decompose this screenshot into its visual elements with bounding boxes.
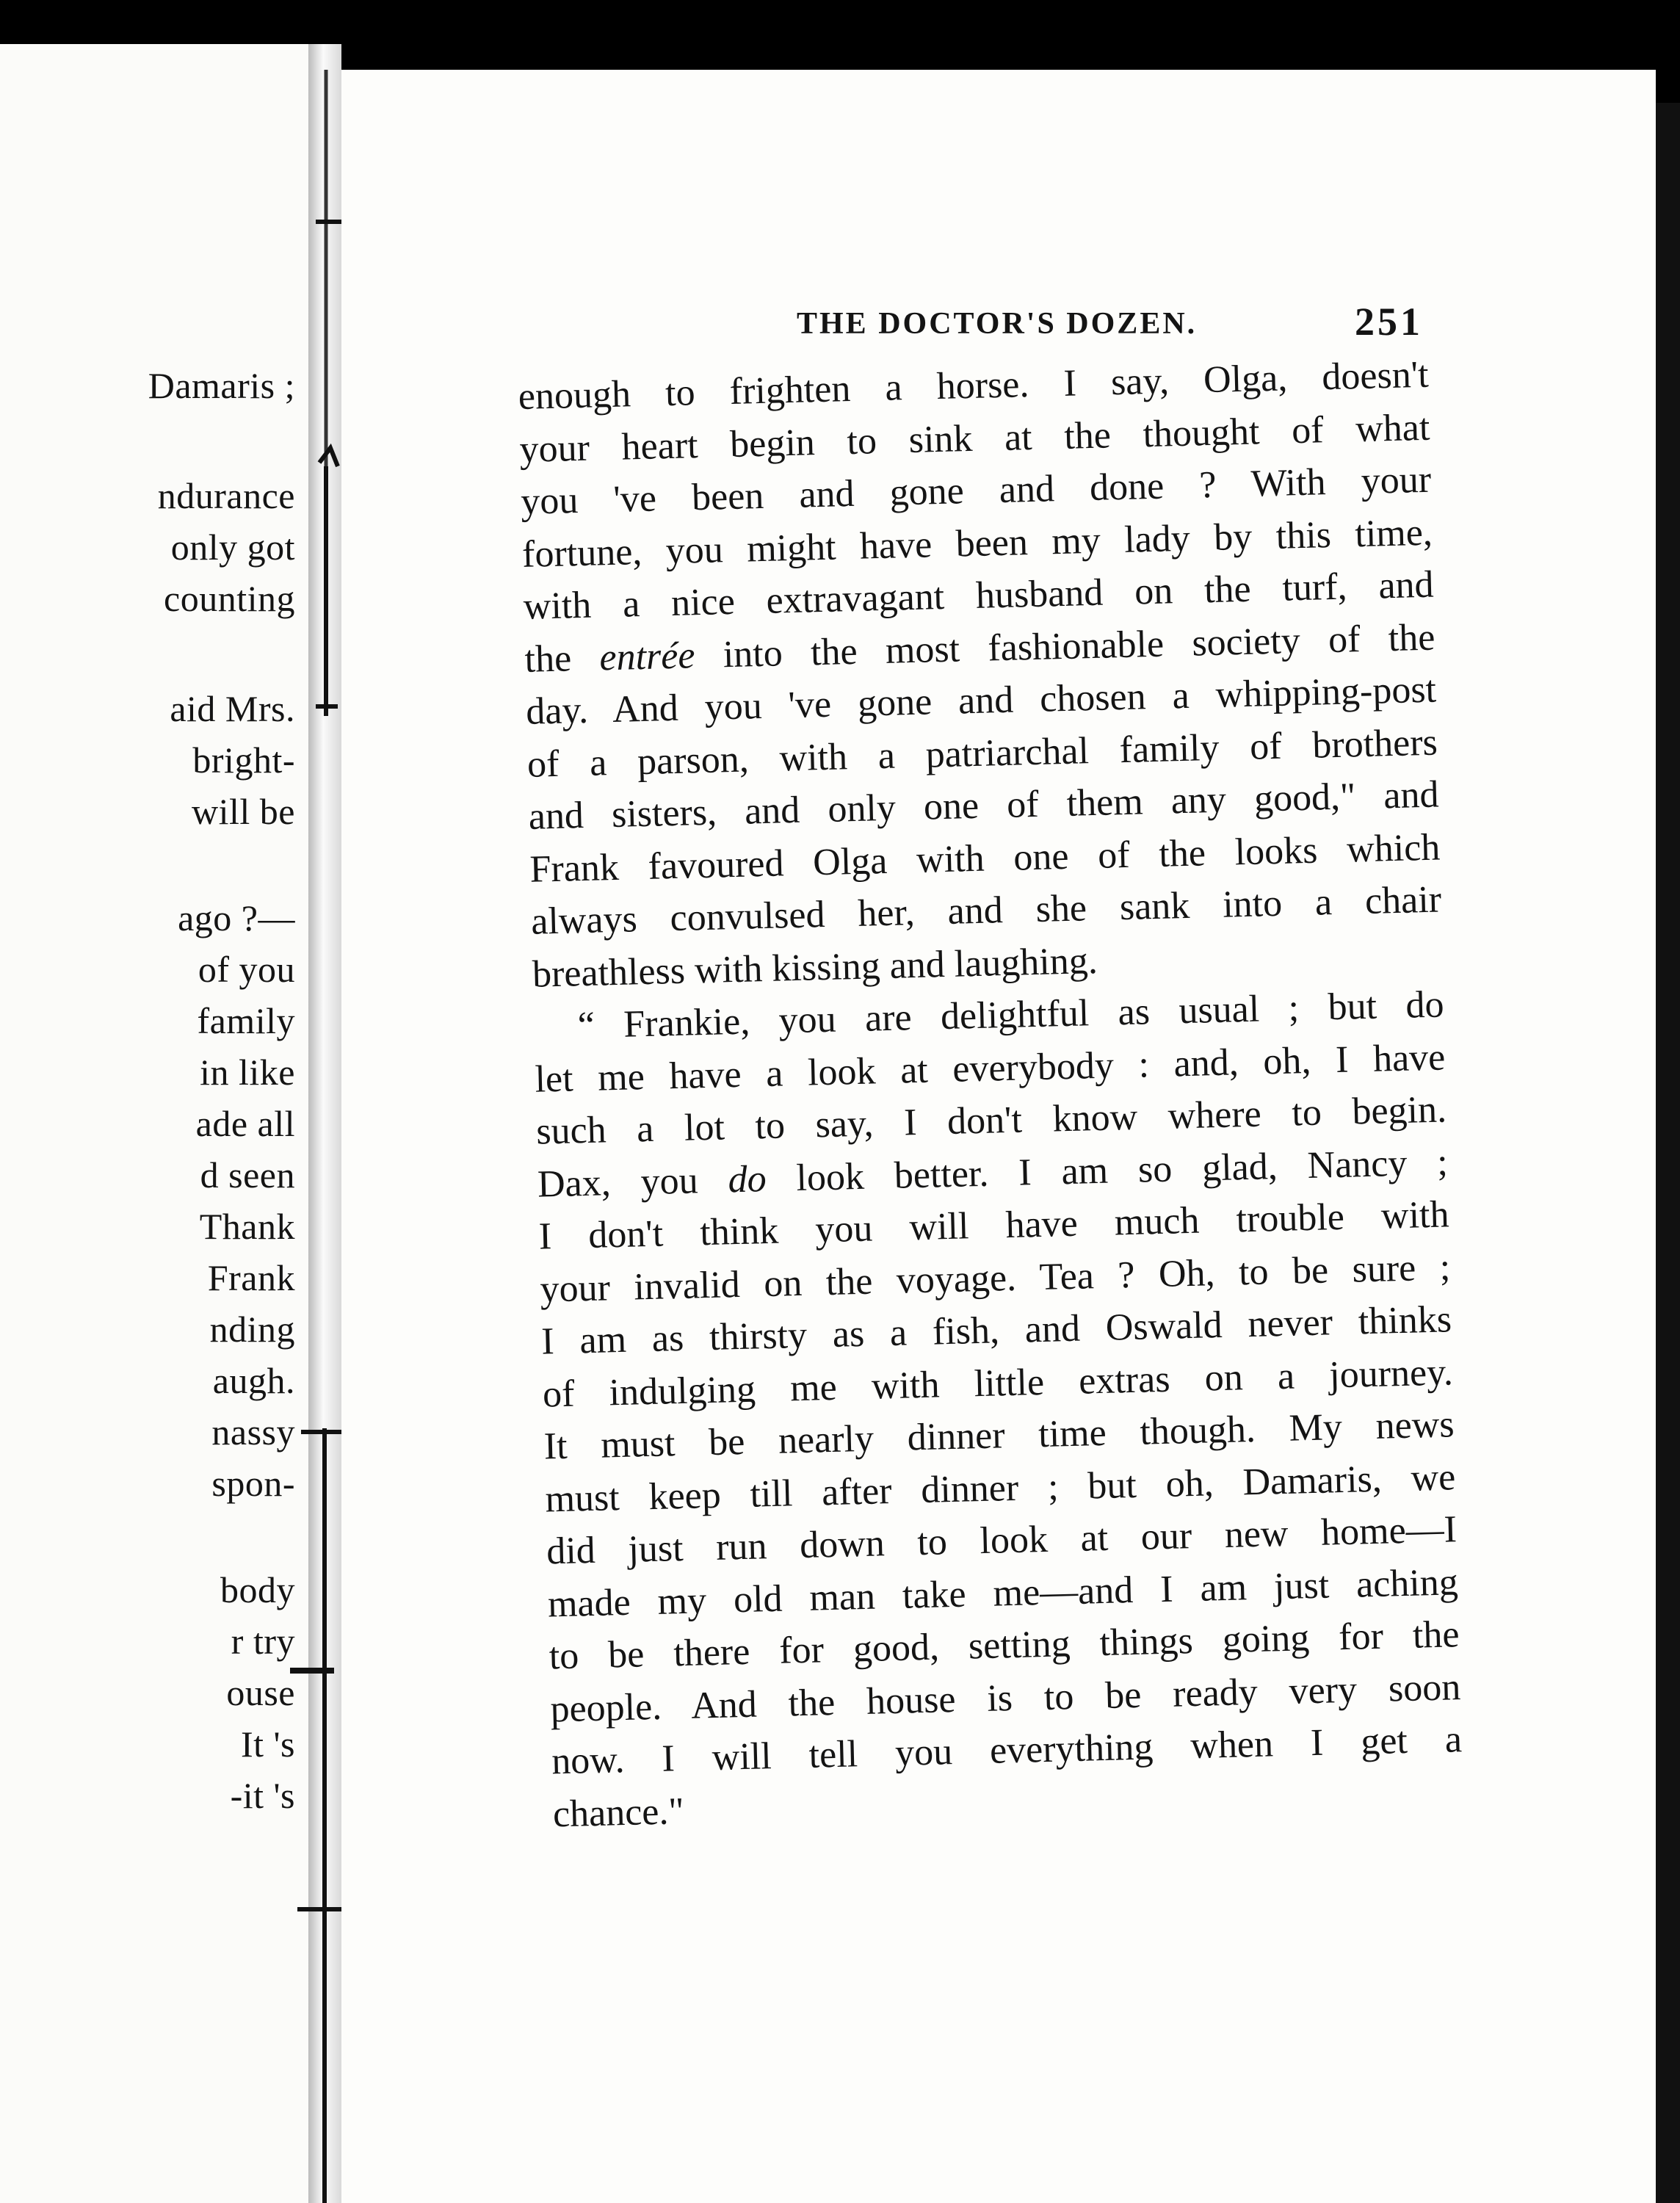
text-line: chance." — [552, 1790, 685, 1835]
text-line: the entrée into the most fashionable society of the — [524, 616, 1435, 681]
text-line: did just run down to look at our new home—I — [546, 1508, 1458, 1573]
left-line: ago ?— — [178, 897, 295, 938]
left-line: r try — [231, 1621, 295, 1662]
left-line: ade all — [195, 1103, 295, 1144]
left-line: only got — [170, 527, 295, 568]
text-line: and sisters, and only one of them any good," and — [528, 773, 1440, 838]
text-line: fortune, you might have been my lady by this time, — [521, 511, 1433, 576]
left-line: of you — [198, 949, 295, 990]
page-header — [341, 300, 1656, 365]
body-text — [518, 349, 1464, 1841]
left-page — [0, 44, 310, 2203]
left-line: Frank — [207, 1257, 295, 1298]
running-head: THE DOCTOR'S DOZEN. — [797, 307, 1198, 341]
text-line: Frank favoured Olga with one of the looks which — [529, 826, 1441, 891]
left-line: ouse — [226, 1672, 295, 1713]
left-line: It 's — [240, 1723, 295, 1765]
text-line: always convulsed her, and she sank into a chair — [530, 878, 1442, 943]
text-line: of indulging me with little extras on a journey. — [542, 1350, 1454, 1416]
text-line: breathless with kissing and laughing. — [532, 939, 1098, 996]
left-line: counting — [164, 578, 295, 619]
left-line: aid Mrs. — [170, 688, 295, 729]
text-line: now. I will tell you everything when I get a — [551, 1718, 1463, 1783]
text-line: “ Frankie, you are delightful as usual ; but do — [577, 983, 1445, 1047]
text-line: Dax, you do look better. I am so glad, Nancy ; — [537, 1140, 1449, 1206]
page-edge-shadow — [1656, 103, 1680, 2203]
left-line: d seen — [200, 1154, 295, 1195]
page-number: 251 — [1355, 300, 1423, 344]
text-line: enough to frighten a horse. I say, Olga, doesn't — [518, 353, 1430, 418]
text-line: let me have a look at everybody : and, oh, I have — [534, 1035, 1446, 1101]
text-line: to be there for good, setting things going for the — [548, 1613, 1460, 1678]
text-line: with a nice extravagant husband on the turf, and — [523, 563, 1435, 628]
left-line: Thank — [199, 1206, 295, 1247]
left-line: -it 's — [230, 1775, 295, 1816]
text-line: day. And you 've gone and chosen a whipping-post — [525, 668, 1437, 733]
left-line: bright- — [192, 739, 295, 781]
left-line: will be — [192, 791, 295, 832]
left-line: Damaris ; — [148, 365, 295, 406]
text-line: I don't think you will have much trouble with — [538, 1193, 1450, 1258]
left-line: augh. — [212, 1360, 295, 1401]
right-page — [341, 70, 1656, 2203]
text-line: such a lot to say, I don't know where to begin. — [535, 1088, 1447, 1153]
text-line: must keep till after dinner ; but oh, Damaris, we — [544, 1455, 1456, 1521]
text-line: It must be nearly dinner time though. My news — [543, 1403, 1455, 1468]
left-line: ndurance — [157, 475, 295, 516]
left-line: nding — [209, 1309, 295, 1350]
text-line: your heart begin to sink at the thought of what — [518, 406, 1430, 471]
text-line: I am as thirsty as a fish, and Oswald never thinks — [540, 1298, 1452, 1363]
text-line: people. And the house is to be ready very soon — [549, 1665, 1461, 1730]
text-line: made my old man take me—and I am just aching — [547, 1560, 1459, 1625]
left-line: in like — [200, 1052, 295, 1093]
text-line: of a parson, with a patriarchal family of brothers — [526, 721, 1438, 786]
left-line: body — [220, 1569, 295, 1610]
left-line: nassy — [211, 1411, 295, 1453]
left-line: family — [197, 1000, 295, 1041]
text-line: your invalid on the voyage. Tea ? Oh, to be sure ; — [539, 1245, 1451, 1311]
text-line: you 've been and gone and done ? With your — [520, 458, 1432, 523]
left-line: spon- — [211, 1463, 295, 1504]
